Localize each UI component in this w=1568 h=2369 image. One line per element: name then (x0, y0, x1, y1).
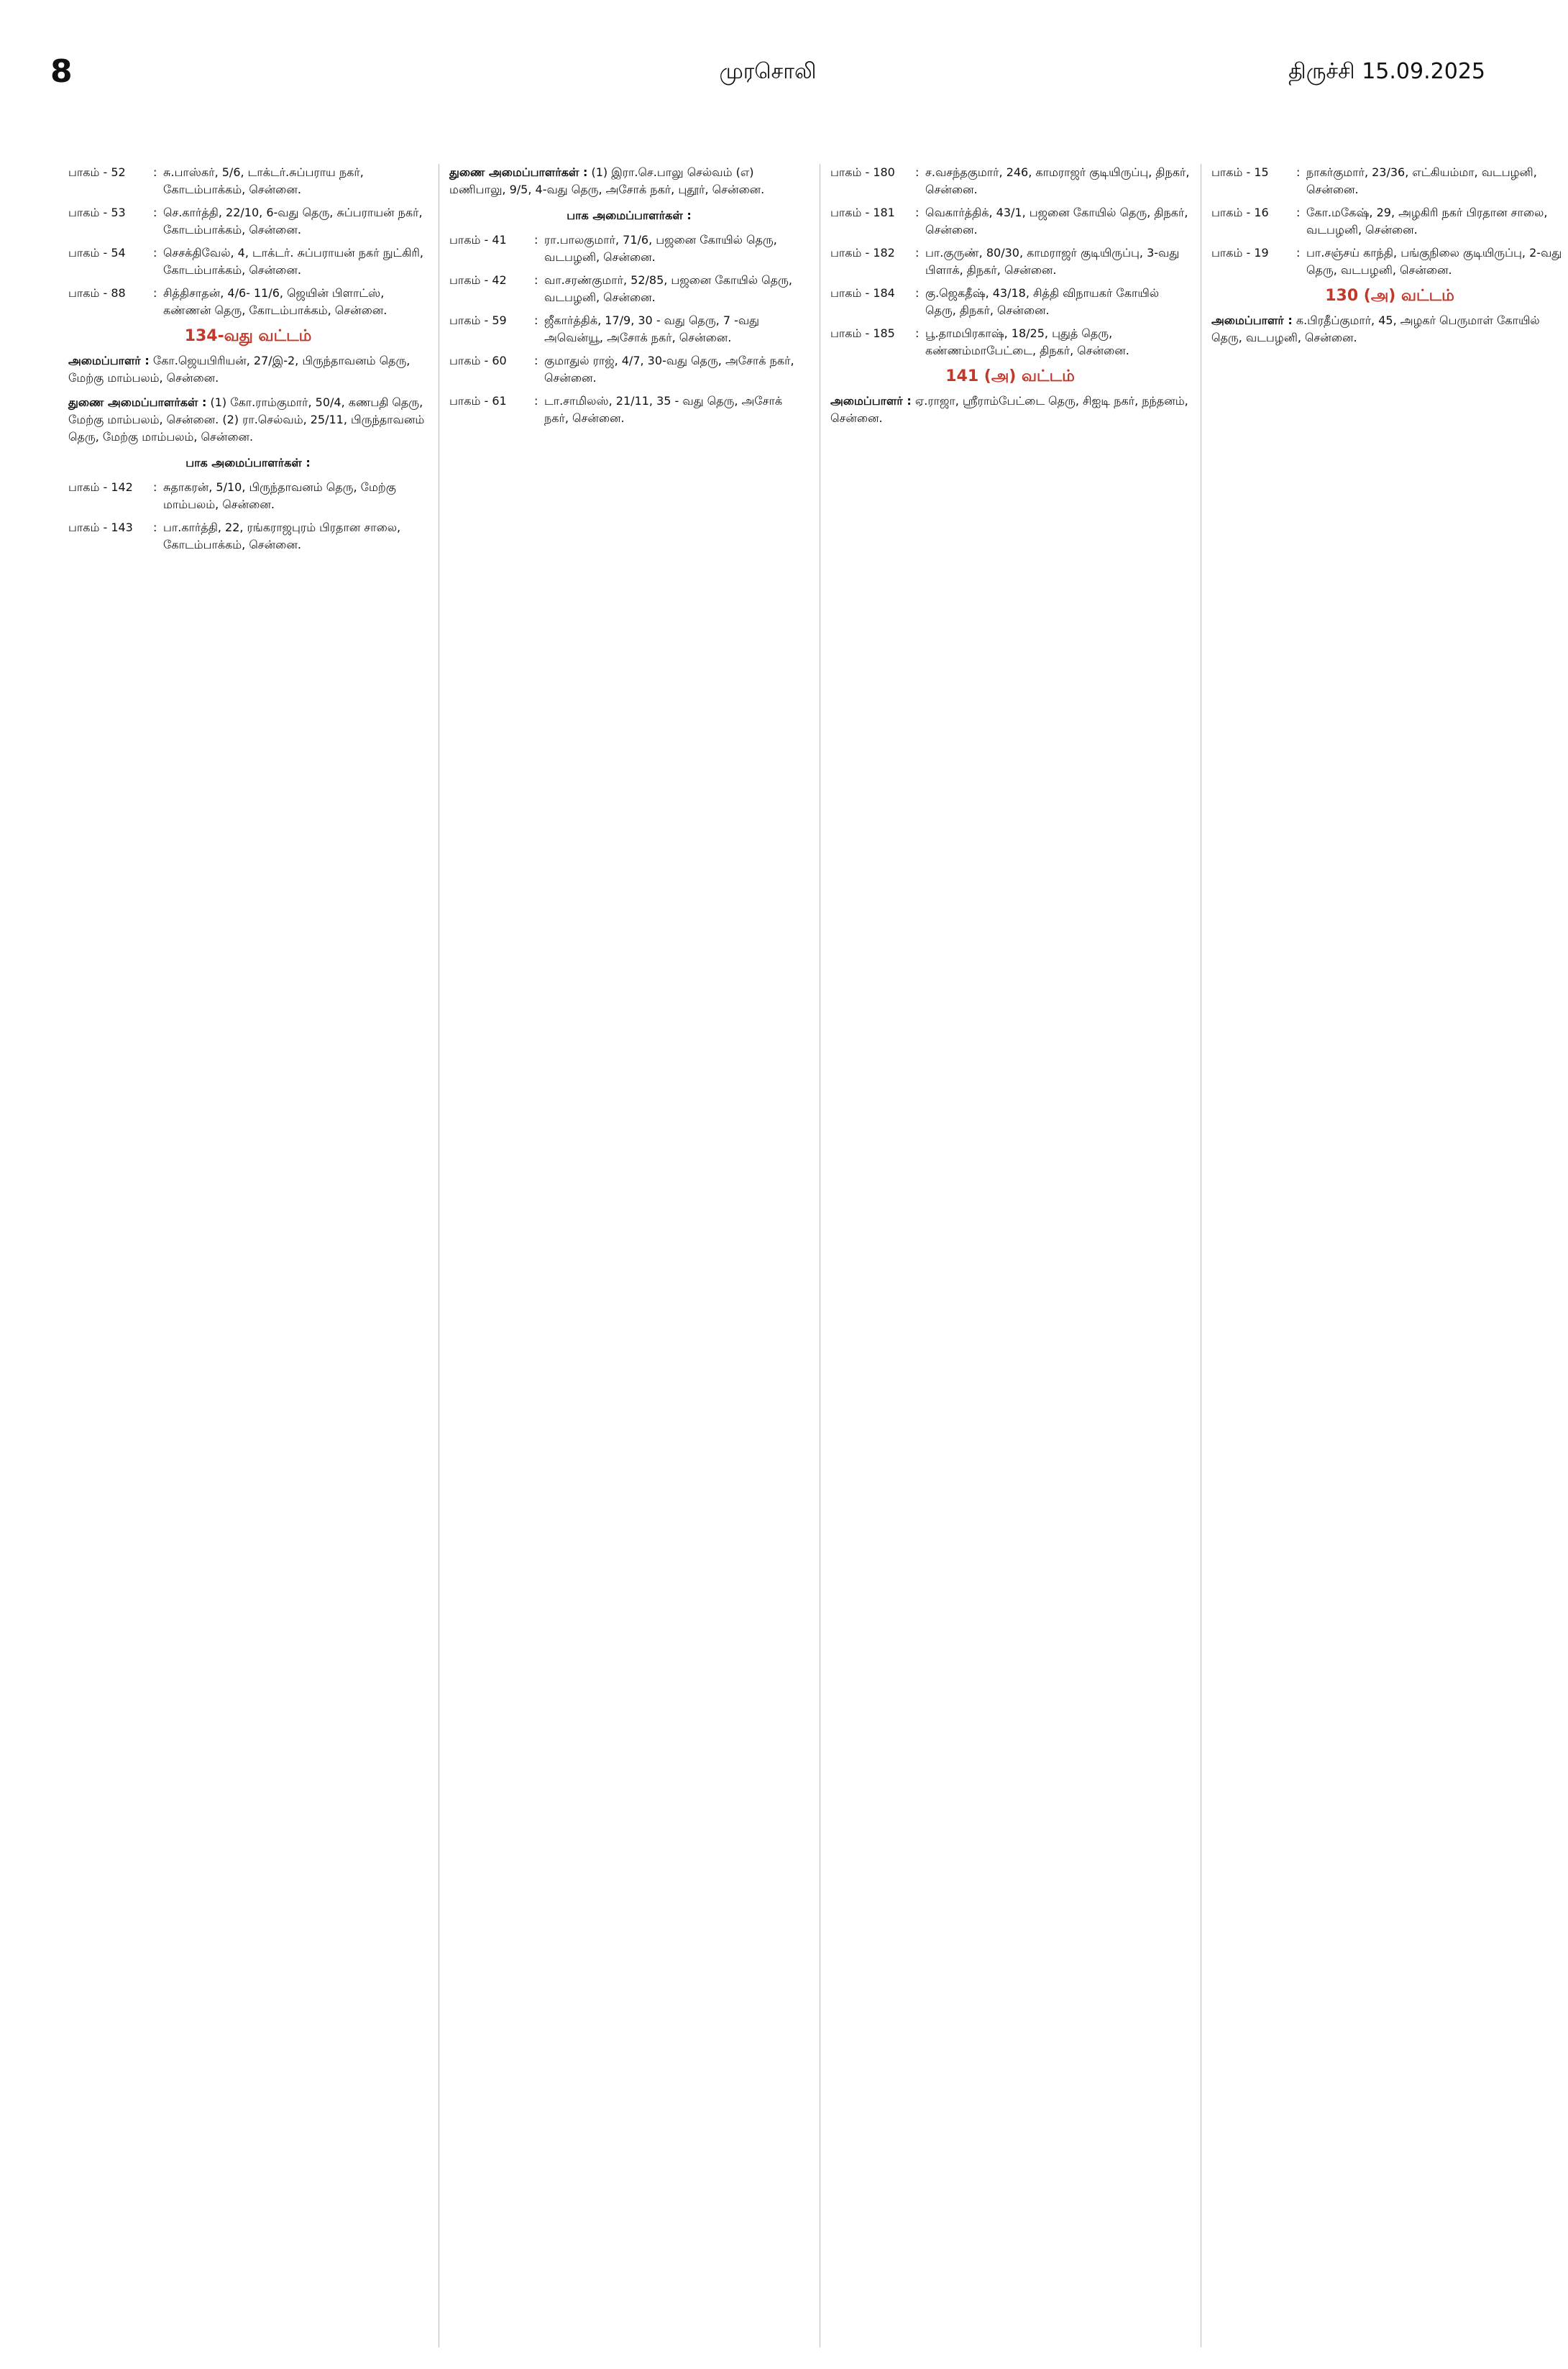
separator-colon: : (1296, 246, 1301, 260)
newspaper-name: முரசொலி (719, 59, 817, 84)
booth-number: பாகம் - 180 (830, 165, 895, 179)
booth-organiser-details: செசக்திவேல், 4, டாக்டர். சுப்பராயன் நகர் நுட்கிரி, கோடம்பாக்கம், சென்னை. (163, 246, 423, 277)
booth-list-heading: பாக அமைப்பாளர்கள் : (185, 456, 311, 469)
deputy-details: (1) இரா.செ.பாலு செல்வம் (எ) மணிபாலு, 9/5, 4-வது தெரு, அசோக் நகர், புதூர், சென்னை. (449, 165, 765, 196)
separator-colon: : (534, 233, 538, 247)
booth-organiser-details: சித்திசாதன், 4/6- 11/6, ஜெயின் பிளாட்ஸ், கண்ணன் தெரு, கோடம்பாக்கம், சென்னை. (163, 286, 388, 317)
booth-entry (449, 352, 809, 387)
booth-number: பாகம் - 182 (830, 246, 895, 260)
separator-colon: : (1296, 206, 1301, 219)
separator-colon: : (534, 313, 538, 327)
booth-entry (449, 272, 809, 306)
column-1 (68, 164, 428, 2347)
booth-number: பாகம் - 41 (449, 233, 507, 247)
separator-colon: : (915, 326, 920, 340)
booth-organiser-details: பா.குருண், 80/30, காமராஜர் குடியிருப்பு, 3-வது பிளாக், திநகர், சென்னை. (925, 246, 1180, 277)
separator-colon: : (915, 286, 920, 300)
booth-organiser-details: பூ.தாமபிரகாஷ், 18/25, புதுத் தெரு, கண்ணம்மாபேட்டை, திநகர், சென்னை. (925, 326, 1129, 357)
ward-organiser (68, 352, 428, 387)
organiser-label: அமைப்பாளர் : (830, 394, 912, 408)
booth-number: பாகம் - 15 (1211, 165, 1269, 179)
booth-number: பாகம் - 52 (68, 165, 126, 179)
separator-colon: : (153, 165, 157, 179)
booth-organiser-details: வா.சரண்குமார், 52/85, பஜனை கோயில் தெரு, வடபழனி, சென்னை. (544, 273, 792, 304)
booth-entry (830, 164, 1190, 198)
booth-entry (68, 244, 428, 279)
booth-organiser-details: கு.ஜெகதீஷ், 43/18, சித்தி விநாயகர் கோயில் தெரு, திநகர், சென்னை. (925, 286, 1160, 317)
booth-organiser-details: ச.வசந்தகுமார், 246, காமராஜர் குடியிருப்பு, திநகர், சென்னை. (925, 165, 1190, 196)
booth-number: பாகம் - 54 (68, 246, 126, 260)
column-4 (1211, 164, 1568, 2347)
booth-entry (1211, 204, 1568, 239)
separator-colon: : (915, 206, 920, 219)
ward-organiser (1211, 312, 1568, 347)
ward-heading: 134-வது வட்டம் (184, 327, 312, 345)
organiser-details: ஏ.ராஜா, ஸ்ரீராம்பேட்டை தெரு, சிஐடி நகர், நந்தனம், சென்னை. (830, 394, 1188, 425)
page-number: 8 (50, 53, 73, 90)
separator-colon: : (534, 273, 538, 287)
organiser-label: அமைப்பாளர் : (68, 354, 150, 367)
organiser-details: க.பிரதீப்குமார், 45, அழகர் பெருமாள் கோயில் தெரு, வடபழனி, சென்னை. (1211, 313, 1540, 344)
booth-entry (1211, 244, 1568, 279)
edition-date: 15.09.2025 (1362, 59, 1485, 84)
ward-heading: 141 (அ) வட்டம் (945, 367, 1075, 385)
booth-number: பாகம் - 59 (449, 313, 507, 327)
booth-entry (68, 285, 428, 319)
separator-colon: : (153, 206, 157, 219)
booth-number: பாகம் - 61 (449, 394, 507, 408)
booth-entry (1211, 164, 1568, 198)
separator-colon: : (534, 394, 538, 408)
booth-organiser-details: குமாதுல் ராஜ், 4/7, 30-வது தெரு, அசோக் நகர், சென்னை. (544, 354, 794, 385)
booth-organiser-details: ரா.பாலகுமார், 71/6, பஜனை கோயில் தெரு, வடபழனி, சென்னை. (544, 233, 777, 264)
edition-place: திருச்சி (1288, 59, 1355, 84)
separator-colon: : (1296, 165, 1301, 179)
separator-colon: : (153, 480, 157, 494)
booth-number: பாகம் - 42 (449, 273, 507, 287)
booth-organiser-details: வெகார்த்திக், 43/1, பஜனை கோயில் தெரு, திநகர், சென்னை. (925, 206, 1188, 237)
booth-number: பாகம் - 16 (1211, 206, 1269, 219)
booth-entry (68, 479, 428, 513)
booth-entry (68, 164, 428, 198)
booth-organiser-details: சுதாகரன், 5/10, பிருந்தாவனம் தெரு, மேற்கு மாம்பலம், சென்னை. (163, 480, 396, 511)
deputy-label: துணை அமைப்பாளர்கள் : (68, 395, 207, 409)
separator-colon: : (915, 246, 920, 260)
booth-number: பாகம் - 53 (68, 206, 126, 219)
ward-organiser (830, 393, 1190, 427)
booth-organiser-details: பா.சஞ்சய் காந்தி, பங்குநிலை குடியிருப்பு, 2-வது தெரு, வடபழனி, சென்னை. (1306, 246, 1562, 277)
booth-number: பாகம் - 143 (68, 521, 133, 534)
booth-number: பாகம் - 60 (449, 354, 507, 367)
booth-organiser-details: சு.பாஸ்கர், 5/6, டாக்டர்.சுப்பராய நகர், கோடம்பாக்கம், சென்னை. (163, 165, 364, 196)
separator-colon: : (153, 246, 157, 260)
booth-entry (68, 204, 428, 239)
organiser-details: கோ.ஜெயபிரியன், 27/இ-2, பிருந்தாவனம் தெரு, மேற்கு மாம்பலம், சென்னை. (68, 354, 411, 385)
booth-organiser-details: நாகர்குமார், 23/36, எட்கியம்மா, வடபழனி, சென்னை. (1306, 165, 1537, 196)
booth-entry (830, 325, 1190, 359)
booth-number: பாகம் - 184 (830, 286, 895, 300)
booth-number: பாகம் - 19 (1211, 246, 1269, 260)
booth-entry (68, 519, 428, 554)
booth-entry (449, 232, 809, 266)
separator-colon: : (534, 354, 538, 367)
booth-entry (449, 393, 809, 427)
booth-organiser-details: பா.கார்த்தி, 22, ரங்கராஜபுரம் பிரதான சாலை, கோடம்பாக்கம், சென்னை. (163, 521, 401, 551)
masthead (43, 50, 1493, 93)
separator-colon: : (915, 165, 920, 179)
organiser-label: அமைப்பாளர் : (1211, 313, 1293, 327)
booth-entry (830, 244, 1190, 279)
booth-number: பாகம் - 185 (830, 326, 895, 340)
booth-entry (449, 312, 809, 347)
dateline (1288, 59, 1485, 87)
booth-entry (830, 285, 1190, 319)
deputy-details: (1) கோ.ராம்குமார், 50/4, கணபதி தெரு, மேற்கு மாம்பலம், சென்னை. (2) ரா.செல்வம், 25/11, பிருந்தாவனம் தெரு, மேற்கு மாம்பலம், சென்னை. (68, 395, 425, 444)
booth-organiser-details: செ.கார்த்தி, 22/10, 6-வது தெரு, சுப்பராயன் நகர், கோடம்பாக்கம், சென்னை. (163, 206, 423, 237)
booth-list-heading: பாக அமைப்பாளர்கள் : (567, 209, 692, 222)
booth-organiser-details: ஜீகார்த்திக், 17/9, 30 - வது தெரு, 7 -வது அவென்யூ, அசோக் நகர், சென்னை. (544, 313, 760, 344)
booth-organiser-details: கோ.மகேஷ், 29, அழகிரி நகர் பிரதான சாலை, வடபழனி, சென்னை. (1306, 206, 1548, 237)
booth-number: பாகம் - 142 (68, 480, 133, 494)
ward-deputy-organisers (68, 394, 428, 446)
ward-deputy-organisers (449, 164, 809, 198)
ward-heading: 130 (அ) வட்டம் (1325, 287, 1454, 305)
separator-colon: : (153, 521, 157, 534)
column-2 (449, 164, 809, 2347)
deputy-label: துணை அமைப்பாளர்கள் : (449, 165, 588, 179)
newspaper-page (68, 164, 1562, 2347)
column-3 (830, 164, 1190, 2347)
booth-number: பாகம் - 88 (68, 286, 126, 300)
booth-organiser-details: டா.சாமிலஸ், 21/11, 35 - வது தெரு, அசோக் நகர், சென்னை. (544, 394, 783, 425)
booth-number: பாகம் - 181 (830, 206, 895, 219)
booth-entry (830, 204, 1190, 239)
separator-colon: : (153, 286, 157, 300)
